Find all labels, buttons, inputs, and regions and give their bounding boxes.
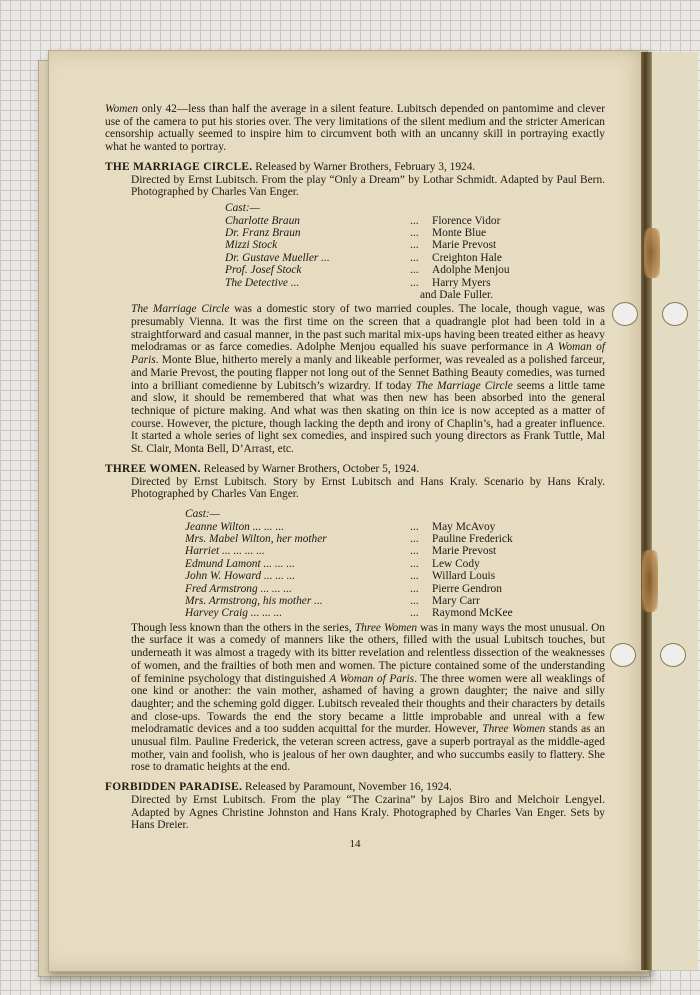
section-marriage-circle	[105, 161, 605, 456]
adjacent-page-edge	[651, 52, 698, 970]
cast-row	[105, 215, 605, 227]
rust-stain	[644, 228, 660, 278]
character-name: The Detective ...	[225, 276, 300, 289]
credits: Directed by Ernst Lubitsch. Story by Ernst Lubitsch and Hans Kraly. Scenario by Hans Kraly. Photographed by Charles Van Enger.	[131, 475, 605, 501]
section-title: THE MARRIAGE CIRCLE.	[105, 160, 253, 173]
film-title-ref: The Marriage Circle	[415, 379, 513, 392]
page-text	[105, 103, 605, 851]
cast-row	[105, 583, 605, 595]
description-text: was a domestic story of two married couples. The locale, though vague, was presumably Vienna. It was the first time on the screen that a quadrangle plot had been told in a straightforward and casual manner, in the past such marital mix-ups having been treated either as heavy melodramas or as farce comedies. Adolphe Menjou equalled his suave performance in	[131, 303, 605, 354]
character-name: Dr. Franz Braun	[225, 227, 301, 240]
character-name: Harvey Craig ... ... ...	[185, 607, 283, 620]
actor-name: Adolphe Menjou	[432, 264, 510, 277]
release-info: Released by Warner Brothers, February 3, 1924.	[252, 160, 476, 173]
character-name: Mrs. Armstrong, his mother ...	[185, 594, 323, 607]
section-heading	[105, 781, 605, 794]
punch-hole	[610, 643, 636, 667]
leader-dots: ...	[410, 582, 419, 595]
section-heading	[105, 161, 605, 174]
cast-list	[105, 508, 605, 620]
cast-row	[105, 570, 605, 582]
leader-dots: ...	[410, 570, 419, 583]
actor-name: Pierre Gendron	[432, 582, 502, 595]
film-title-ref: A Woman of Paris	[131, 341, 606, 367]
actor-name: May McAvoy	[432, 520, 496, 533]
character-name: Charlotte Braun	[225, 214, 300, 227]
punch-hole	[662, 302, 688, 326]
section-title: FORBIDDEN PARADISE.	[105, 781, 243, 794]
leader-dots: ...	[410, 239, 419, 252]
description-text: . The three women were all weaklings of one kind or another: the vain mother, ashamed of having a grown daughter; the naive and silly daughter; and the scheming gold digger. Lubitsch revealed their thoughts and their characters by details and close-ups. Towards the end the story became a little improbable and unreal with a few melodramatic devices and a too sudden acquittal for the murder. However,	[131, 672, 605, 736]
leader-dots: ...	[410, 227, 419, 240]
actor-name: Pauline Frederick	[432, 533, 513, 545]
leader-dots: ...	[410, 545, 419, 558]
leader-dots: ...	[410, 557, 419, 570]
description-text: was in many ways the most unusual. On the surface it was a comedy of manners like the others, filled with the usual Lubitsch touches, but underneath it was almost a tragedy with its bitter revelation and relentless dissection of the weaknesses of women, and the frailties of both men and women. The picture contained some of the understanding of feminine psychology that distinguished	[131, 621, 605, 685]
actor-name: Mary Carr	[432, 594, 480, 607]
actor-name: Florence Vidor	[432, 214, 501, 227]
actor-name: Harry Myers	[432, 276, 491, 289]
leader-dots: ...	[410, 607, 419, 620]
cast-row	[105, 595, 605, 607]
section-title: THREE WOMEN.	[105, 462, 201, 475]
film-title-ref: Three Women	[354, 621, 418, 634]
character-name: Mrs. Mabel Wilton, her mother	[185, 533, 327, 545]
cast-label: Cast:—	[185, 507, 220, 520]
description-text: stands as an unusual film. Pauline Frederick, the veteran screen actress, gave a superb portrayal as the middle-aged mother, vain and foolish, who is jealous of her own daughter, and who succumbs easily to flattery. She rose to dramatic heights at the end.	[131, 723, 605, 774]
cast-continuation: and Dale Fuller.	[420, 288, 494, 301]
leader-dots: ...	[410, 276, 419, 289]
cast-row	[105, 533, 605, 545]
cast-row	[105, 521, 605, 533]
character-name: Prof. Josef Stock	[225, 264, 302, 277]
leader-dots: ...	[410, 214, 419, 227]
rust-stain	[642, 550, 658, 612]
leader-dots: ...	[410, 251, 419, 264]
character-name: Mizzi Stock	[225, 239, 278, 252]
film-title-ref: The Marriage Circle	[131, 303, 230, 316]
credits: Directed by Ernst Lubitsch. From the play “Only a Dream” by Lothar Schmidt. Adapted by Paul Bern. Photographed by Charles Van Enger.	[131, 173, 605, 199]
actor-name: Monte Blue	[432, 227, 487, 240]
cast-row	[105, 252, 605, 264]
section-heading	[105, 463, 605, 476]
character-name: Edmund Lamont ... ... ...	[185, 557, 295, 570]
intro-paragraph	[105, 103, 605, 154]
description-text: seems a little tame and slow, it should be remembered that what was then new has been absorbed into the general technique of picture making. And what was then skating on thin ice is now accepted as a matter of course. However, the picture, though lacking the depth and irony of Chaplin’s, had a greater influence. It started a whole series of light sex comedies, and inspired such young directors as Frank Tuttle, Mal St. Clair, Monta Bell, D’Arrast, etc.	[131, 379, 605, 456]
credits: Directed by Ernst Lubitsch. From the play “The Czarina” by Lajos Biro and Melchoir Lengyel. Adapted by Agnes Christine Johnston and Hans Kraly. Photographed by Charles Van Enger. Sets by Hans Dreier.	[131, 793, 605, 832]
punch-hole	[660, 643, 686, 667]
intro-text: only 42—less than half the average in a silent feature. Lubitsch depended on pantomime and clever use of the camera to put his stories over. The very limitations of the silent medium and the stricter American censorship actually seemed to inspire him to circumvent both with an uncanny skill in portraying exactly what he wanted to portray.	[105, 103, 605, 154]
cast-list	[105, 202, 605, 301]
actor-name: Raymond McKee	[432, 607, 513, 620]
binding-gutter	[641, 52, 651, 970]
section-three-women	[105, 463, 605, 774]
actor-name: Lew Cody	[432, 557, 480, 570]
character-name: Fred Armstrong ... ... ...	[185, 582, 292, 595]
character-name: Harriet ... ... ... ...	[185, 545, 265, 558]
cast-row	[105, 607, 605, 619]
character-name: Dr. Gustave Mueller ...	[225, 251, 330, 264]
leader-dots: ...	[410, 520, 419, 533]
description-text: . Monte Blue, hitherto merely a manly and likeable performer, was revealed as a polished farceur, and Marie Prevost, the pouting flapper not long out of the Sennet Bathing Beauty comedies, was turned into a brilliant comedienne by Lubitsch’s wizardry. If today	[131, 354, 605, 392]
actor-name: Marie Prevost	[432, 545, 497, 558]
film-title-ref: A Woman of Paris	[329, 672, 415, 685]
cast-row	[105, 264, 605, 276]
film-title-ref: Women	[105, 103, 139, 115]
release-info: Released by Warner Brothers, October 5, 1924.	[200, 462, 420, 475]
cast-row	[105, 239, 605, 251]
description	[105, 622, 605, 774]
leader-dots: ...	[410, 533, 419, 545]
punch-hole	[612, 302, 638, 326]
character-name: John W. Howard ... ... ...	[185, 570, 296, 583]
actor-name: Marie Prevost	[432, 239, 497, 252]
actor-name: Willard Louis	[432, 570, 496, 583]
cast-label: Cast:—	[225, 201, 260, 214]
film-title-ref: Three Women	[482, 723, 546, 736]
cast-row	[105, 227, 605, 239]
release-info: Released by Paramount, November 16, 1924.	[242, 781, 452, 794]
page-number: 14	[349, 837, 361, 850]
cast-row	[105, 545, 605, 557]
cast-row	[105, 558, 605, 570]
description	[105, 303, 605, 455]
character-name: Jeanne Wilton ... ... ...	[185, 520, 285, 533]
cast-row	[105, 277, 605, 289]
actor-name: Creighton Hale	[432, 251, 502, 264]
leader-dots: ...	[410, 594, 419, 607]
description-text: Though less known than the others in the series,	[131, 621, 355, 634]
section-forbidden-paradise	[105, 781, 605, 832]
leader-dots: ...	[410, 264, 419, 277]
